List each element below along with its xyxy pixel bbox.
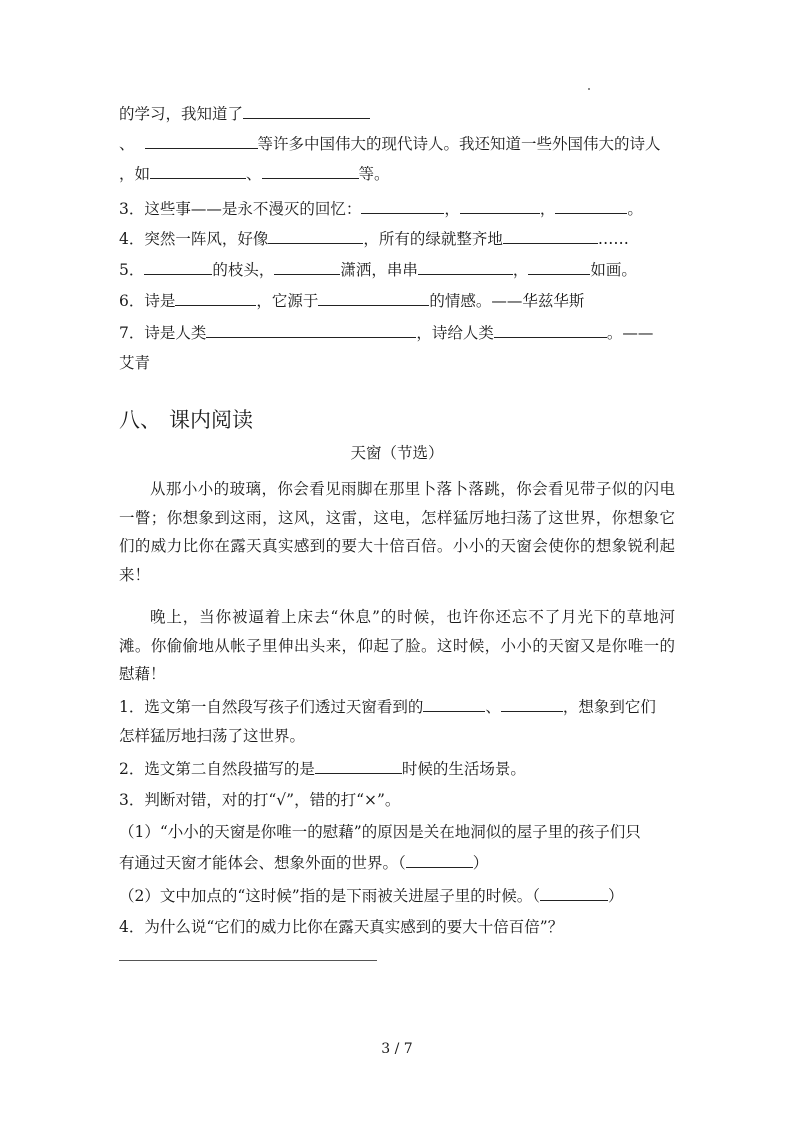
blank[interactable] [423, 696, 485, 712]
blank[interactable] [555, 198, 627, 214]
fill-q7-prefix: 7．诗是人类 [119, 324, 207, 342]
question-2 [119, 758, 526, 779]
blank[interactable] [268, 228, 363, 244]
fill-q5-prefix: 5． [119, 261, 145, 279]
fill-q5 [119, 259, 637, 280]
fill-q3-sep2: ， [539, 200, 556, 218]
question-3-1-suffix: ） [472, 854, 489, 872]
passage-paragraph-1: 从那小小的玻璃，你会看见雨脚在那里卜落卜落跳，你会看见带子似的闪电一瞥；你想象到这雨，这风，这雷，这电，怎样猛厉地扫荡了这世界，你想象它们的威力比你在露天真实感到的要大十倍百倍。小小的天窗会使你的想象锐利起来！ [119, 480, 675, 584]
fill-line-3 [119, 163, 390, 184]
page-number: 3 / 7 [381, 1041, 413, 1057]
fill-q3-suffix: 。 [627, 200, 643, 218]
blank[interactable] [361, 198, 444, 214]
fill-q7-cont: 艾青 [119, 354, 151, 372]
fill-q3 [119, 198, 643, 219]
blank[interactable] [315, 758, 402, 774]
blank[interactable] [175, 290, 256, 306]
question-3-2 [119, 885, 623, 906]
answer-line[interactable] [119, 960, 377, 961]
fill-q5-b: 潇洒，串串 [340, 261, 418, 279]
fill-line-3-suffix: 等。 [358, 165, 390, 183]
question-3: 3．判断对错，对的打“√”，错的打“×”。 [119, 791, 401, 809]
fill-q7 [119, 322, 653, 343]
fill-q3-sep1: ， [444, 200, 460, 218]
question-1-line-2: 怎样猛厉地扫荡了这世界。 [119, 727, 306, 745]
fill-q6-suffix: 的情感。——华兹华斯 [429, 292, 585, 310]
fill-q4-mid: ，所有的绿就整齐地 [363, 230, 503, 248]
answer-blank[interactable] [406, 852, 473, 868]
fill-line-2-prefix: 、 [119, 135, 135, 153]
fill-q5-c: ， [512, 261, 529, 279]
question-3-1-line-2 [119, 852, 488, 873]
fill-q5-a: 的枝头， [212, 261, 275, 279]
fill-line-3-prefix: ，如 [119, 165, 151, 183]
blank[interactable] [418, 259, 513, 275]
blank[interactable] [206, 322, 416, 338]
page-dot [588, 88, 590, 90]
blank[interactable] [145, 133, 258, 149]
fill-q6-mid: ，它源于 [256, 292, 319, 310]
fill-line-1-text: 的学习，我知道了 [119, 105, 244, 123]
blank[interactable] [494, 322, 607, 338]
fill-q5-suffix: 如画。 [590, 261, 637, 279]
question-3-2-suffix: ） [607, 887, 624, 905]
fill-line-2-text: 等许多中国伟大的现代诗人。我还知道一些外国伟大的诗人 [257, 135, 661, 153]
section-heading [119, 407, 253, 433]
blank[interactable] [503, 228, 598, 244]
fill-line-1 [119, 103, 370, 124]
fill-q6-prefix: 6．诗是 [119, 292, 176, 310]
section-title: 课内阅读 [169, 408, 253, 432]
question-3-1-prefix: 有通过天窗才能体会、想象外面的世界。（ [119, 854, 406, 872]
blank[interactable] [144, 259, 212, 275]
question-3-1-line-1: （1）“小小的天窗是你唯一的慰藉”的原因是关在地洞似的屋子里的孩子们只 [119, 823, 641, 841]
blank[interactable] [528, 259, 590, 275]
question-2-suffix: 时候的生活场景。 [401, 760, 526, 778]
fill-line-3-sep: 、 [246, 165, 262, 183]
blank[interactable] [460, 198, 540, 214]
section-number: 八、 [119, 408, 161, 432]
question-3-2-prefix: （2）文中加点的“这时候”指的是下雨被关进屋子里的时候。（ [119, 887, 540, 905]
fill-q7-mid: ，诗给人类 [416, 324, 494, 342]
fill-q4-suffix: …… [597, 230, 629, 248]
blank[interactable] [262, 163, 359, 179]
question-2-prefix: 2．选文第二自然段描写的是 [119, 760, 315, 778]
fill-q4 [119, 228, 629, 249]
fill-q6 [119, 290, 584, 311]
blank[interactable] [501, 696, 563, 712]
fill-line-2 [119, 133, 661, 154]
fill-q3-prefix: 3．这些事——是永不漫灭的回忆： [119, 200, 362, 218]
fill-q4-prefix: 4．突然一阵风，好像 [119, 230, 269, 248]
question-1-line-1 [119, 696, 656, 717]
question-1-sep: 、 [485, 698, 501, 716]
blank[interactable] [243, 103, 370, 119]
passage-paragraph-2: 晚上，当你被逼着上床去“休息”的时候，也许你还忘不了月光下的草地河滩。你偷偷地从帐子里伸出头来，仰起了脸。这时候，小小的天窗又是你唯一的慰藉！ [119, 608, 675, 683]
blank[interactable] [150, 163, 246, 179]
question-1-prefix: 1．选文第一自然段写孩子们透过天窗看到的 [119, 698, 424, 716]
question-4: 4．为什么说“它们的威力比你在露天真实感到的要大十倍百倍”？ [119, 918, 564, 936]
fill-q7-suffix: 。—— [606, 324, 654, 342]
answer-blank[interactable] [540, 885, 608, 901]
question-1-suffix: ，想象到它们 [562, 698, 656, 716]
blank[interactable] [318, 290, 429, 306]
passage-title: 天窗（节选） [350, 444, 444, 462]
blank[interactable] [274, 259, 340, 275]
